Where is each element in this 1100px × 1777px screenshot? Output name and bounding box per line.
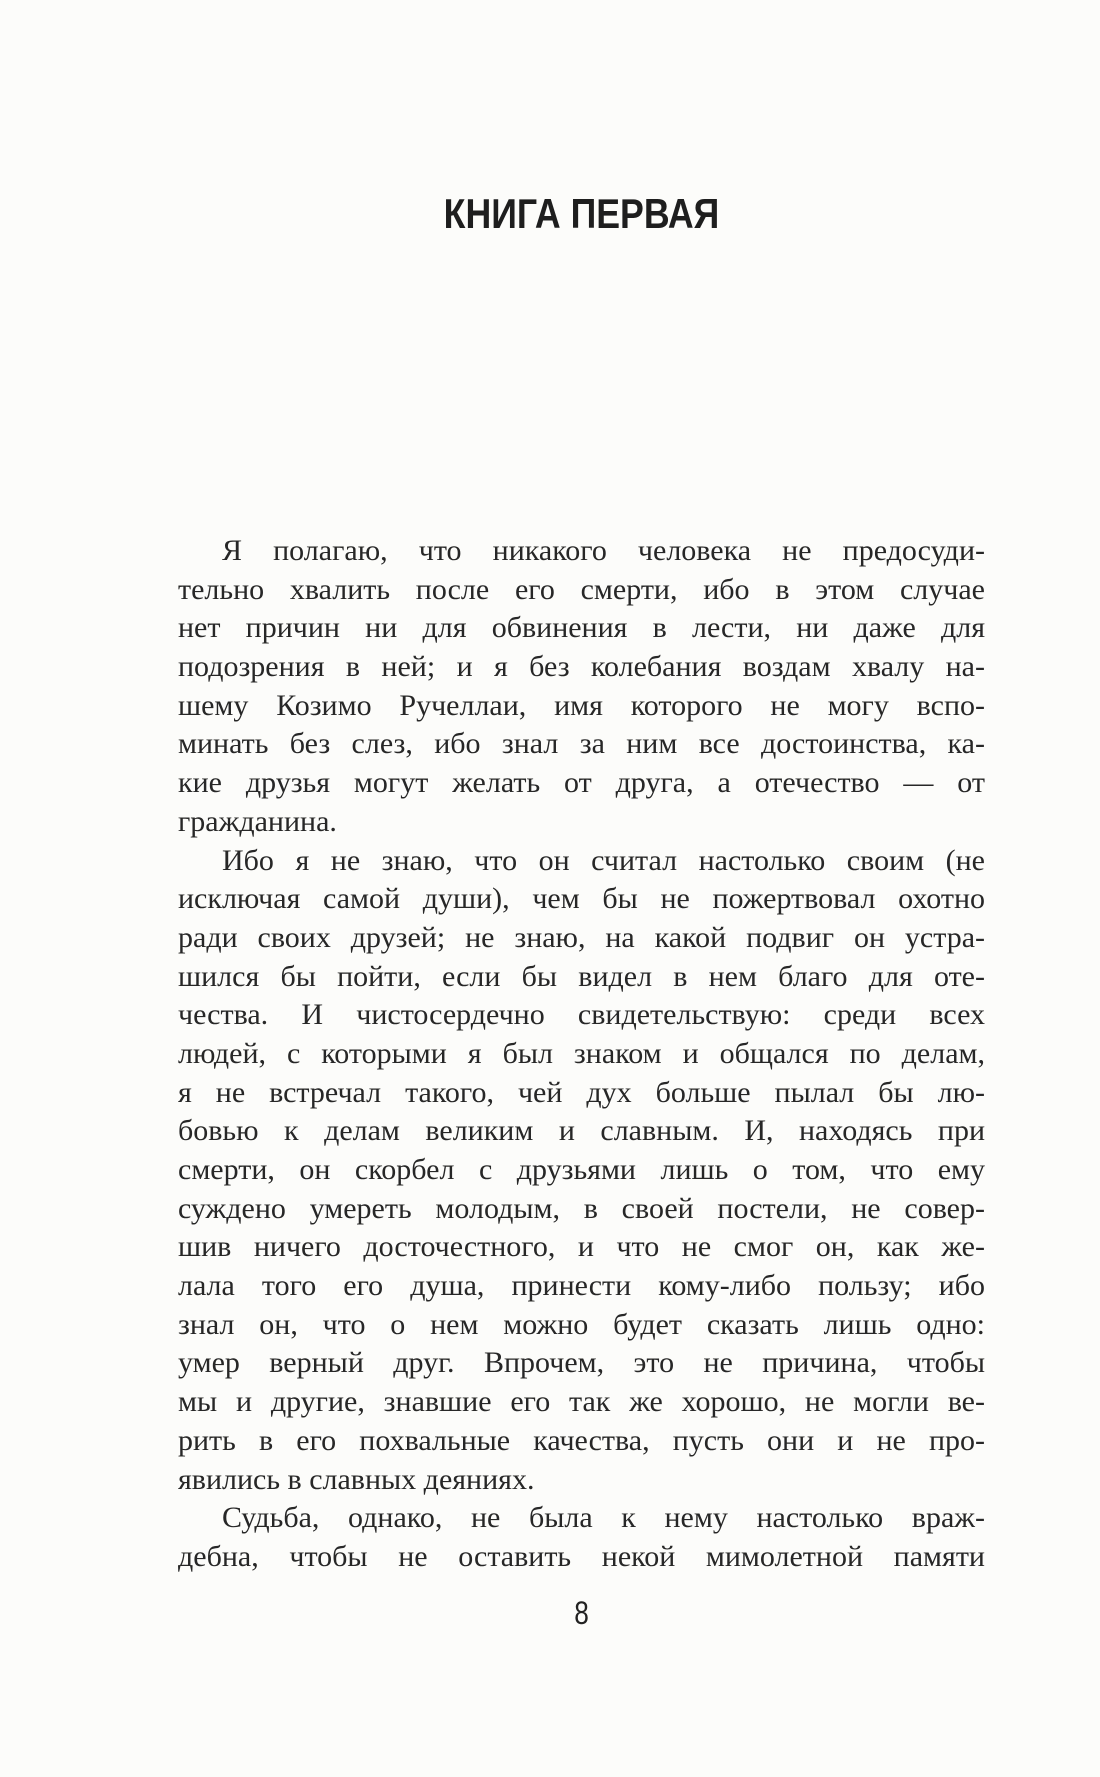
- page-number: 8: [574, 1595, 589, 1631]
- text-line: смерти, он скорбел с друзьями лишь о том, что ему: [178, 1153, 985, 1186]
- text-line: чества. И чистосердечно свидетельствую: среди всех: [178, 998, 985, 1032]
- text-line: рить в его похвальные качества, пусть они и не про-: [178, 1423, 985, 1457]
- paragraph: [178, 1499, 985, 1576]
- text-line: знал он, что о нем можно будет сказать лишь одно:: [178, 1307, 985, 1341]
- text-line: людей, с которыми я был знаком и общался по делам,: [178, 1036, 985, 1070]
- text-line: нет причин ни для обвинения в лести, ни даже для: [178, 611, 985, 645]
- text-line: гражданина.: [178, 804, 337, 838]
- text-line: Я полагаю, что никакого человека не предосуди-: [222, 534, 985, 567]
- body-text: [178, 532, 985, 1577]
- text-line: исключая самой души), чем бы не пожертвовал охотно: [178, 882, 985, 916]
- text-line: бовью к делам великим и славным. И, находясь при: [178, 1114, 985, 1148]
- text-line: шился бы пойти, если бы видел в нем благо для оте-: [178, 959, 985, 993]
- text-line: мы и другие, знавшие его так же хорошо, не могли ве-: [178, 1385, 985, 1419]
- text-line: шему Козимо Ручеллаи, имя которого не могу вспо-: [178, 688, 985, 722]
- text-line: явились в славных деяниях.: [178, 1462, 535, 1496]
- text-line: шив ничего досточестного, и что не смог он, как же-: [178, 1230, 985, 1264]
- text-line: тельно хвалить после его смерти, ибо в этом случае: [178, 572, 985, 606]
- text-line: минать без слез, ибо знал за ним все достоинства, ка-: [178, 727, 985, 761]
- text-line: Судьба, однако, не была к нему настолько враж-: [222, 1501, 985, 1535]
- text-line: подозрения в ней; и я без колебания воздам хвалу на-: [178, 650, 985, 684]
- text-line: умер верный друг. Впрочем, это не причина, чтобы: [178, 1346, 985, 1380]
- text-line: кие друзья могут желать от друга, а отечество — от: [178, 766, 985, 800]
- paragraph: [178, 842, 985, 1500]
- text-line: Ибо я не знаю, что он считал настолько своим (не: [222, 843, 985, 877]
- text-line: я не встречал такого, чей дух больше пылал бы лю-: [178, 1075, 985, 1109]
- chapter-title: КНИГА ПЕРВАЯ: [443, 190, 720, 237]
- text-line: суждено умереть молодым, в своей постели, не совер-: [178, 1191, 985, 1225]
- text-line: дебна, чтобы не оставить некой мимолетной памяти: [178, 1539, 985, 1573]
- text-line: ради своих друзей; не знаю, на какой подвиг он устра-: [178, 920, 985, 954]
- text-line: лала того его душа, принести кому-либо пользу; ибо: [178, 1269, 985, 1303]
- paragraph: [178, 532, 985, 842]
